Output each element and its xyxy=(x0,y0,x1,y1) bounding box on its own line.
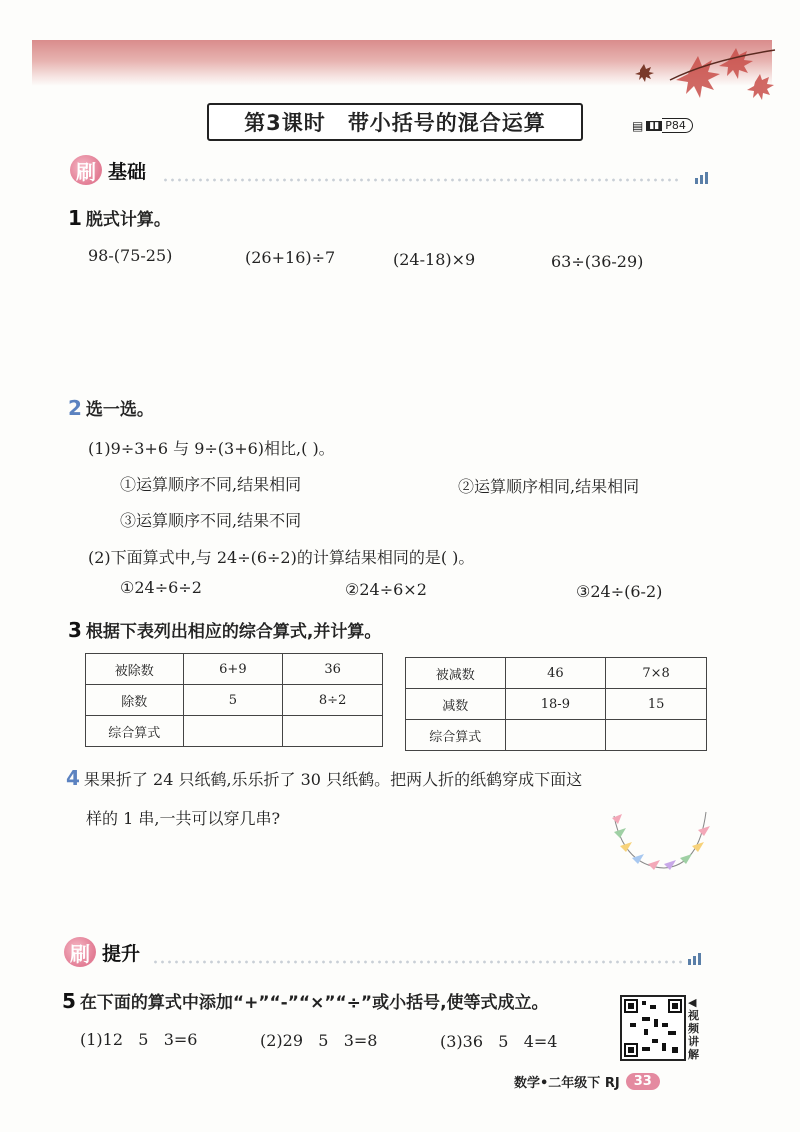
option: ③24÷(6-2) xyxy=(576,582,663,601)
table-cell: 6+9 xyxy=(183,654,283,685)
question-number: 1 xyxy=(68,206,82,230)
question-4 xyxy=(66,766,582,790)
table-cell: 5 xyxy=(183,685,283,716)
maple-leaves-decoration xyxy=(570,40,780,110)
lesson-topic: 带小括号的混合运算 xyxy=(347,111,546,135)
equation: (3)36 5 4=4 xyxy=(440,1032,558,1051)
table-cell: 7×8 xyxy=(606,658,707,689)
table-cell: 被除数 xyxy=(86,654,184,685)
option: ①24÷6÷2 xyxy=(120,578,202,597)
table-cell: 综合算式 xyxy=(406,720,506,751)
option: ③运算顺序不同,结果不同 xyxy=(120,511,302,530)
table-cell: 被减数 xyxy=(406,658,506,689)
division-table xyxy=(85,653,383,747)
table-row xyxy=(86,654,383,685)
table-row xyxy=(86,716,383,747)
table-row xyxy=(406,658,707,689)
question-number: 3 xyxy=(68,618,82,642)
video-explanation-label[interactable]: ◀视频讲解 xyxy=(688,996,699,1061)
table-cell: 15 xyxy=(606,689,707,720)
expression: 63÷(36-29) xyxy=(551,252,644,271)
question-number: 2 xyxy=(68,396,82,420)
question-number: 5 xyxy=(62,989,76,1013)
reference-page: P84 xyxy=(662,118,693,133)
option: ②运算顺序相同,结果相同 xyxy=(458,477,640,496)
table-cell: 46 xyxy=(505,658,606,689)
table-cell: 18-9 xyxy=(505,689,606,720)
expression: (26+16)÷7 xyxy=(245,248,336,267)
question-2-heading xyxy=(68,395,154,420)
paper-crane-string-image xyxy=(604,806,714,878)
table-cell: 8÷2 xyxy=(283,685,383,716)
answer-cell[interactable] xyxy=(283,716,383,747)
section-advanced xyxy=(64,937,140,967)
brush-badge: 刷 xyxy=(64,937,96,967)
question-text-line-2: 样的 1 串,一共可以穿几串? xyxy=(86,809,281,828)
question-number: 4 xyxy=(66,766,80,790)
qr-code-icon[interactable] xyxy=(620,995,686,1061)
reference-badge-icon: ▮▮ xyxy=(646,121,662,131)
lesson-title xyxy=(207,103,583,141)
section-title: 提升 xyxy=(102,942,141,965)
signal-bars-icon xyxy=(688,953,701,965)
section-basic xyxy=(70,155,146,185)
expression: 98-(75-25) xyxy=(88,246,173,265)
question-5-heading xyxy=(62,988,549,1013)
question-3-heading xyxy=(68,617,381,642)
equation: (2)29 5 3=8 xyxy=(260,1031,378,1050)
document-icon: ▤ xyxy=(632,118,644,133)
page-number: 33 xyxy=(626,1073,660,1090)
textbook-reference xyxy=(632,118,693,133)
page-footer xyxy=(514,1072,660,1091)
sub-question-2: (2)下面算式中,与 24÷(6÷2)的计算结果相同的是( )。 xyxy=(88,548,475,567)
option: ②24÷6×2 xyxy=(345,580,427,599)
brush-badge: 刷 xyxy=(70,155,102,185)
table-cell: 综合算式 xyxy=(86,716,184,747)
subtraction-table xyxy=(405,657,707,751)
question-text: 脱式计算。 xyxy=(85,210,171,230)
equation: (1)12 5 3=6 xyxy=(80,1030,198,1049)
table-cell: 除数 xyxy=(86,685,184,716)
answer-cell[interactable] xyxy=(505,720,606,751)
dotted-divider xyxy=(152,958,682,966)
table-row xyxy=(86,685,383,716)
lesson-number: 第3课时 xyxy=(244,111,326,135)
option: ①运算顺序不同,结果相同 xyxy=(120,475,302,494)
question-text: 在下面的算式中添加“+”“-”“×”“÷”或小括号,使等式成立。 xyxy=(79,993,549,1013)
question-text: 根据下表列出相应的综合算式,并计算。 xyxy=(85,622,382,642)
question-1-heading xyxy=(68,205,171,230)
table-row xyxy=(406,720,707,751)
section-title: 基础 xyxy=(108,160,147,183)
sub-question-1: (1)9÷3+6 与 9÷(3+6)相比,( )。 xyxy=(88,439,335,458)
signal-bars-icon xyxy=(695,172,708,184)
expression: (24-18)×9 xyxy=(393,250,476,269)
question-text: 选一选。 xyxy=(85,400,154,420)
footer-text: 数学•二年级下 RJ xyxy=(514,1076,620,1091)
table-cell: 减数 xyxy=(406,689,506,720)
table-row xyxy=(406,689,707,720)
answer-cell[interactable] xyxy=(606,720,707,751)
dotted-divider xyxy=(162,176,682,184)
question-text-line-1: 果果折了 24 只纸鹤,乐乐折了 30 只纸鹤。把两人折的纸鹤穿成下面这 xyxy=(83,770,583,789)
table-cell: 36 xyxy=(283,654,383,685)
answer-cell[interactable] xyxy=(183,716,283,747)
